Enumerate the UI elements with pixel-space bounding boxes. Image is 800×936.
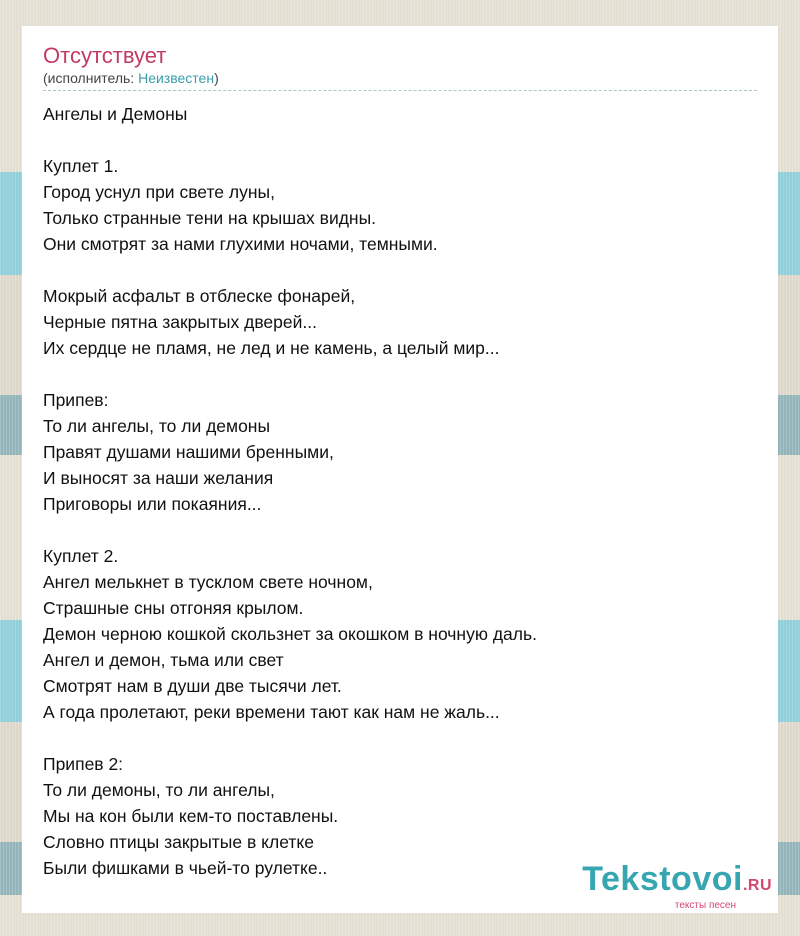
lyrics-line: И выносят за наши желания xyxy=(43,468,274,488)
lyrics-line: Демон черною кошкой скользнет за окошком в ночную даль. xyxy=(43,624,537,644)
lyrics-line: Словно птицы закрытые в клетке xyxy=(43,832,314,852)
lyrics-line: Город уснул при свете луны, xyxy=(43,182,275,202)
artist-prefix: (исполнитель: xyxy=(43,70,139,86)
lyrics-line: Куплет 2. xyxy=(43,546,119,566)
site-logo[interactable] xyxy=(582,861,772,911)
lyrics-line: Мы на кон были кем-то поставлены. xyxy=(43,806,339,826)
lyrics-blank-line xyxy=(43,725,757,751)
lyrics-line: Они смотрят за нами глухими ночами, темными. xyxy=(43,234,438,254)
lyrics-line: Черные пятна закрытых дверей... xyxy=(43,312,317,332)
lyrics-line: Страшные сны отгоняя крылом. xyxy=(43,598,304,618)
lyrics-line: Их сердце не пламя, не лед и не камень, а целый мир... xyxy=(43,338,500,358)
lyrics-line: Ангел мелькнет в тусклом свете ночном, xyxy=(43,572,373,592)
lyrics-line: Ангелы и Демоны xyxy=(43,104,188,124)
logo-tagline: тексты песен xyxy=(674,900,736,911)
lyrics-line: А года пролетают, реки времени тают как нам не жаль... xyxy=(43,702,500,722)
logo-name: Tekstovoi xyxy=(582,860,743,898)
lyrics-line: Были фишками в чьей-то рулетке.. xyxy=(43,858,328,878)
lyrics-line: Только странные тени на крышах видны. xyxy=(43,208,377,228)
artist-suffix: ) xyxy=(214,70,219,86)
lyrics-blank-line xyxy=(43,127,757,153)
lyrics-line: Ангел и демон, тьма или свет xyxy=(43,650,284,670)
lyrics-line: Приговоры или покаяния... xyxy=(43,494,262,514)
lyrics-blank-line xyxy=(43,257,757,283)
lyrics-card xyxy=(22,26,778,913)
lyrics-line: То ли ангелы, то ли демоны xyxy=(43,416,271,436)
lyrics-line: Припев: xyxy=(43,390,109,410)
lyrics-blank-line xyxy=(43,517,757,543)
artist-line xyxy=(43,68,757,91)
lyrics-blank-line xyxy=(43,361,757,387)
lyrics-text xyxy=(43,101,757,881)
lyrics-line: Мокрый асфальт в отблеске фонарей, xyxy=(43,286,356,306)
lyrics-line: То ли демоны, то ли ангелы, xyxy=(43,780,275,800)
song-title: Отсутствует xyxy=(43,43,167,68)
lyrics-line: Правят душами нашими бренными, xyxy=(43,442,334,462)
logo-tld: .RU xyxy=(742,877,772,894)
lyrics-line: Куплет 1. xyxy=(43,156,119,176)
lyrics-line: Припев 2: xyxy=(43,754,124,774)
logo-wordmark xyxy=(582,861,772,904)
lyrics-line: Смотрят нам в души две тысячи лет. xyxy=(43,676,342,696)
artist-link[interactable]: Неизвестен xyxy=(138,70,215,86)
